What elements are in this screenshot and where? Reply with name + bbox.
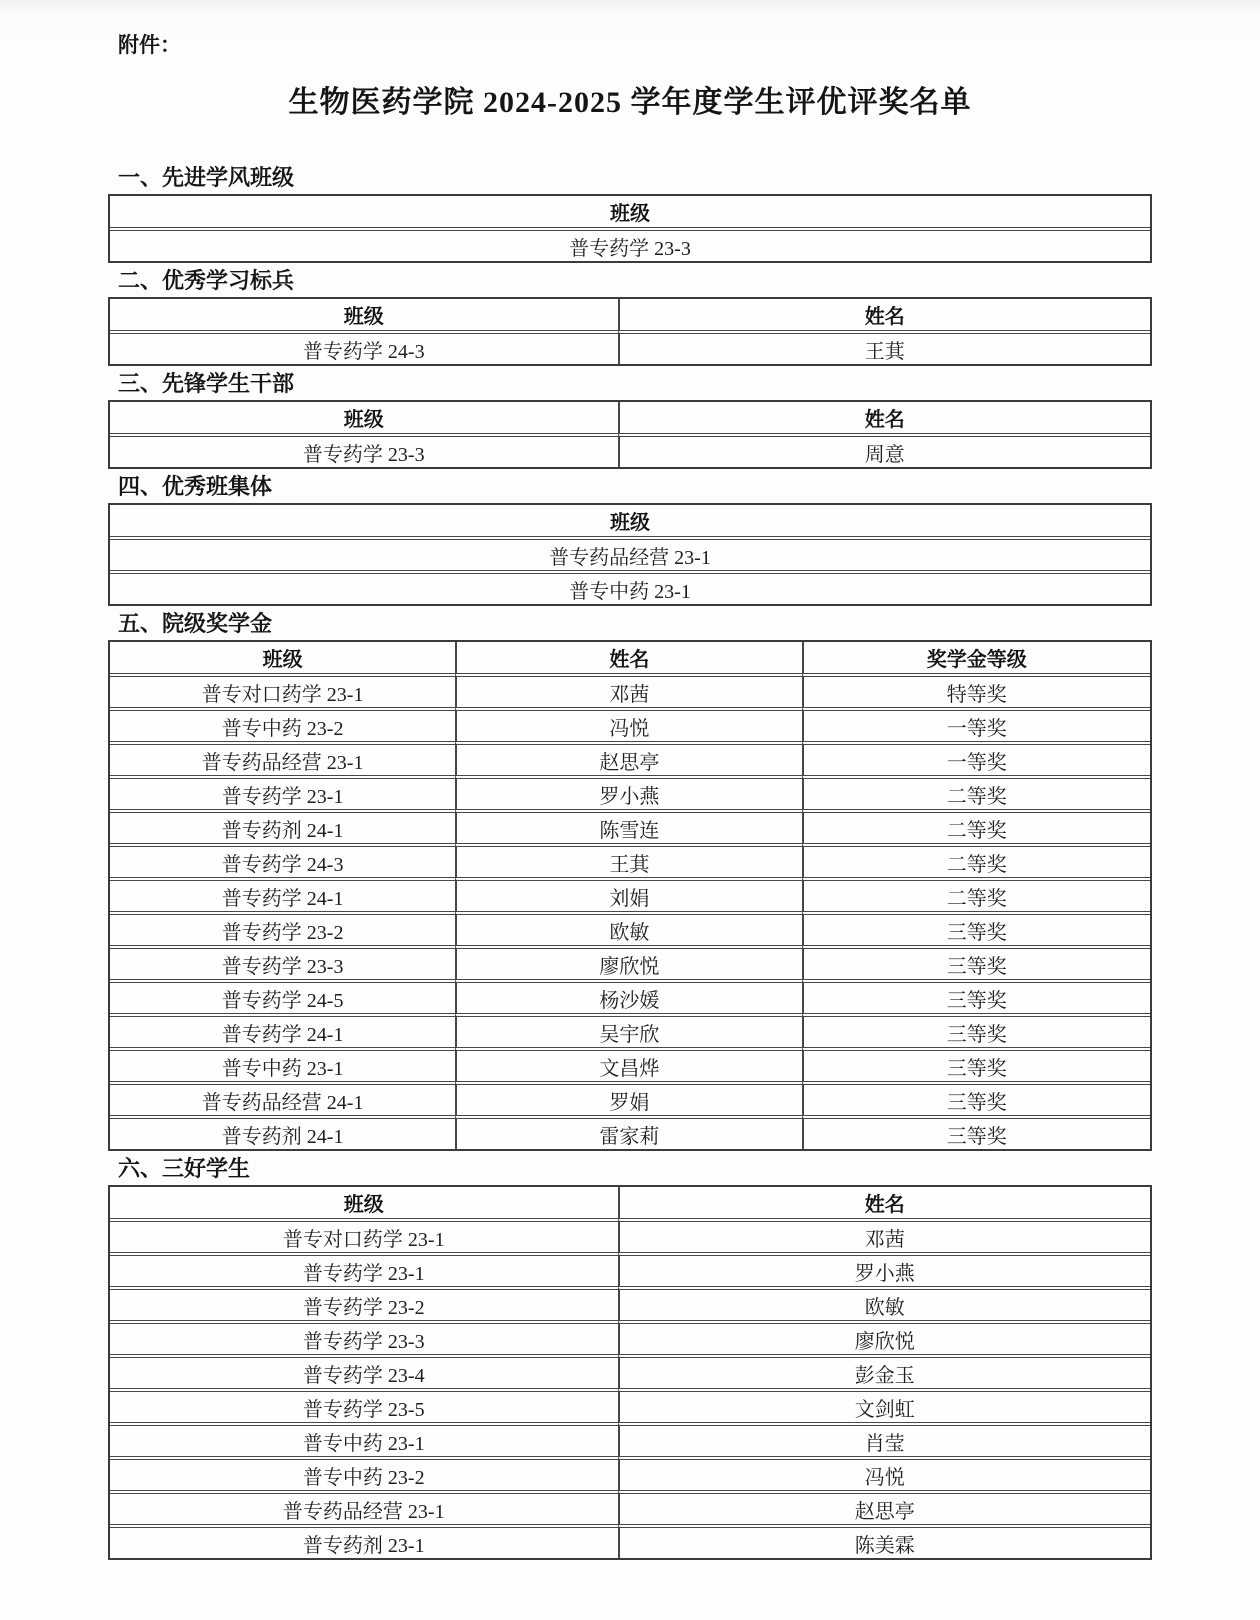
- table-cell: 普专药学 23-3: [110, 227, 1150, 261]
- table-cell: 王萁: [618, 330, 1150, 364]
- table-row: [110, 741, 1150, 775]
- table-cell: 吴宇欣: [455, 1013, 801, 1047]
- table-cell: 普专药剂 23-1: [110, 1524, 618, 1558]
- table-row: [110, 1286, 1150, 1320]
- table-row: [110, 1115, 1150, 1149]
- table-cell: 二等奖: [802, 775, 1150, 809]
- table-cell: 普专药学 23-5: [110, 1388, 618, 1422]
- table-row: [110, 911, 1150, 945]
- table-cell: 普专药学 23-2: [110, 1286, 618, 1320]
- table-row: [110, 1422, 1150, 1456]
- table-row: [110, 1081, 1150, 1115]
- table-cell: 普专药品经营 23-1: [110, 1490, 618, 1524]
- table-cell: 普专中药 23-1: [110, 570, 1150, 604]
- table-row: [110, 1524, 1150, 1558]
- table-cell: 冯悦: [455, 707, 801, 741]
- award-table: [108, 503, 1152, 606]
- column-header: 班级: [262, 649, 303, 671]
- table-cell: 王萁: [455, 843, 801, 877]
- table-cell: 普专药学 23-4: [110, 1354, 618, 1388]
- column-header: 姓名: [618, 299, 1150, 330]
- table-cell: 杨沙媛: [455, 979, 801, 1013]
- table-cell: 文剑虹: [618, 1388, 1150, 1422]
- table-cell: 三等奖: [802, 1047, 1150, 1081]
- section-heading: 四、优秀班集体: [118, 474, 273, 499]
- table-cell: 罗小燕: [618, 1252, 1150, 1286]
- table-cell: 普专中药 23-2: [110, 707, 455, 741]
- table-row: [110, 1252, 1150, 1286]
- table-cell: 一等奖: [802, 741, 1150, 775]
- table-row: [110, 1354, 1150, 1388]
- table-cell: 普专药品经营 24-1: [110, 1081, 455, 1115]
- table-cell: 普专对口药学 23-1: [110, 673, 455, 707]
- table-cell: 赵思亭: [455, 741, 801, 775]
- table-row: [110, 843, 1150, 877]
- table-cell: 普专药学 23-3: [110, 945, 455, 979]
- header-row: [110, 299, 1150, 330]
- column-header: 班级: [343, 409, 384, 431]
- table-cell: 普专药学 24-1: [110, 877, 455, 911]
- table-row: [110, 775, 1150, 809]
- attachment-label: 附件：: [118, 34, 181, 57]
- table-cell: 肖莹: [618, 1422, 1150, 1456]
- table-row: [110, 1013, 1150, 1047]
- column-header: 姓名: [455, 642, 801, 673]
- table-cell: 普专药学 24-5: [110, 979, 455, 1013]
- table-row: [110, 1490, 1150, 1524]
- table-cell: 普专药学 23-1: [110, 775, 455, 809]
- table-cell: 冯悦: [618, 1456, 1150, 1490]
- table-cell: 一等奖: [802, 707, 1150, 741]
- table-cell: 欧敏: [455, 911, 801, 945]
- column-header: 班级: [343, 306, 384, 328]
- column-header: 姓名: [618, 402, 1150, 433]
- column-header: 班级: [343, 1194, 384, 1216]
- column-header: 班级: [610, 512, 650, 534]
- section-heading: 一、先进学风班级: [118, 165, 295, 190]
- table-row: [110, 1388, 1150, 1422]
- table-cell: 邓茜: [618, 1218, 1150, 1252]
- table-row: [110, 1218, 1150, 1252]
- table-row: [110, 877, 1150, 911]
- table-cell: 普专药学 24-1: [110, 1013, 455, 1047]
- page-title: 生物医药学院 2024-2025 学年度学生评优评奖名单: [288, 86, 972, 119]
- table-cell: 三等奖: [802, 1013, 1150, 1047]
- column-header: 姓名: [618, 1187, 1150, 1218]
- table-cell: 普专药剂 24-1: [110, 809, 455, 843]
- table-cell: 普专药学 23-3: [110, 1320, 618, 1354]
- header-row: [110, 642, 1150, 673]
- table-row: [110, 1047, 1150, 1081]
- award-table: [108, 194, 1152, 263]
- table-cell: 特等奖: [802, 673, 1150, 707]
- section-heading: 五、院级奖学金: [118, 611, 273, 636]
- table-cell: 普专药学 23-1: [110, 1252, 618, 1286]
- table-cell: 陈美霖: [618, 1524, 1150, 1558]
- table-cell: 三等奖: [802, 945, 1150, 979]
- table-cell: 罗娟: [455, 1081, 801, 1115]
- award-table: [108, 297, 1152, 366]
- section-heading: 六、三好学生: [118, 1156, 251, 1181]
- table-cell: 文昌烨: [455, 1047, 801, 1081]
- table-cell: 廖欣悦: [455, 945, 801, 979]
- table-cell: 普专药品经营 23-1: [110, 741, 455, 775]
- table-row: [110, 1456, 1150, 1490]
- section-heading: 二、优秀学习标兵: [118, 268, 295, 293]
- table-cell: 普专药品经营 23-1: [110, 536, 1150, 570]
- award-table: [108, 1185, 1152, 1560]
- table-cell: 刘娟: [455, 877, 801, 911]
- table-cell: 二等奖: [802, 809, 1150, 843]
- header-row: [110, 505, 1150, 536]
- table-cell: 普专对口药学 23-1: [110, 1218, 618, 1252]
- award-table: [108, 640, 1152, 1151]
- table-cell: 普专药剂 24-1: [110, 1115, 455, 1149]
- section-heading: 三、先锋学生干部: [118, 371, 295, 396]
- column-header: 班级: [610, 203, 650, 225]
- table-cell: 普专药学 24-3: [110, 843, 455, 877]
- table-row: [110, 330, 1150, 364]
- table-row: [110, 707, 1150, 741]
- table-cell: 普专药学 23-3: [110, 433, 618, 467]
- table-cell: 周意: [618, 433, 1150, 467]
- table-row: [110, 945, 1150, 979]
- table-row: [110, 433, 1150, 467]
- table-cell: 三等奖: [802, 911, 1150, 945]
- table-cell: 三等奖: [802, 979, 1150, 1013]
- table-row: [110, 673, 1150, 707]
- column-header: 奖学金等级: [802, 642, 1150, 673]
- table-row: [110, 809, 1150, 843]
- table-cell: 三等奖: [802, 1081, 1150, 1115]
- table-cell: 二等奖: [802, 877, 1150, 911]
- table-cell: 二等奖: [802, 843, 1150, 877]
- table-cell: 雷家莉: [455, 1115, 801, 1149]
- table-row: [110, 536, 1150, 570]
- table-cell: 陈雪连: [455, 809, 801, 843]
- table-cell: 普专中药 23-2: [110, 1456, 618, 1490]
- table-row: [110, 1320, 1150, 1354]
- table-row: [110, 979, 1150, 1013]
- table-cell: 罗小燕: [455, 775, 801, 809]
- header-row: [110, 1187, 1150, 1218]
- table-cell: 普专药学 24-3: [110, 330, 618, 364]
- table-cell: 彭金玉: [618, 1354, 1150, 1388]
- header-row: [110, 196, 1150, 227]
- table-cell: 邓茜: [455, 673, 801, 707]
- table-cell: 普专药学 23-2: [110, 911, 455, 945]
- table-cell: 三等奖: [802, 1115, 1150, 1149]
- table-cell: 普专中药 23-1: [110, 1047, 455, 1081]
- table-cell: 廖欣悦: [618, 1320, 1150, 1354]
- table-row: [110, 570, 1150, 604]
- table-cell: 欧敏: [618, 1286, 1150, 1320]
- table-row: [110, 227, 1150, 261]
- table-cell: 普专中药 23-1: [110, 1422, 618, 1456]
- document-sections: [108, 166, 1152, 1560]
- award-table: [108, 400, 1152, 469]
- header-row: [110, 402, 1150, 433]
- table-cell: 赵思亭: [618, 1490, 1150, 1524]
